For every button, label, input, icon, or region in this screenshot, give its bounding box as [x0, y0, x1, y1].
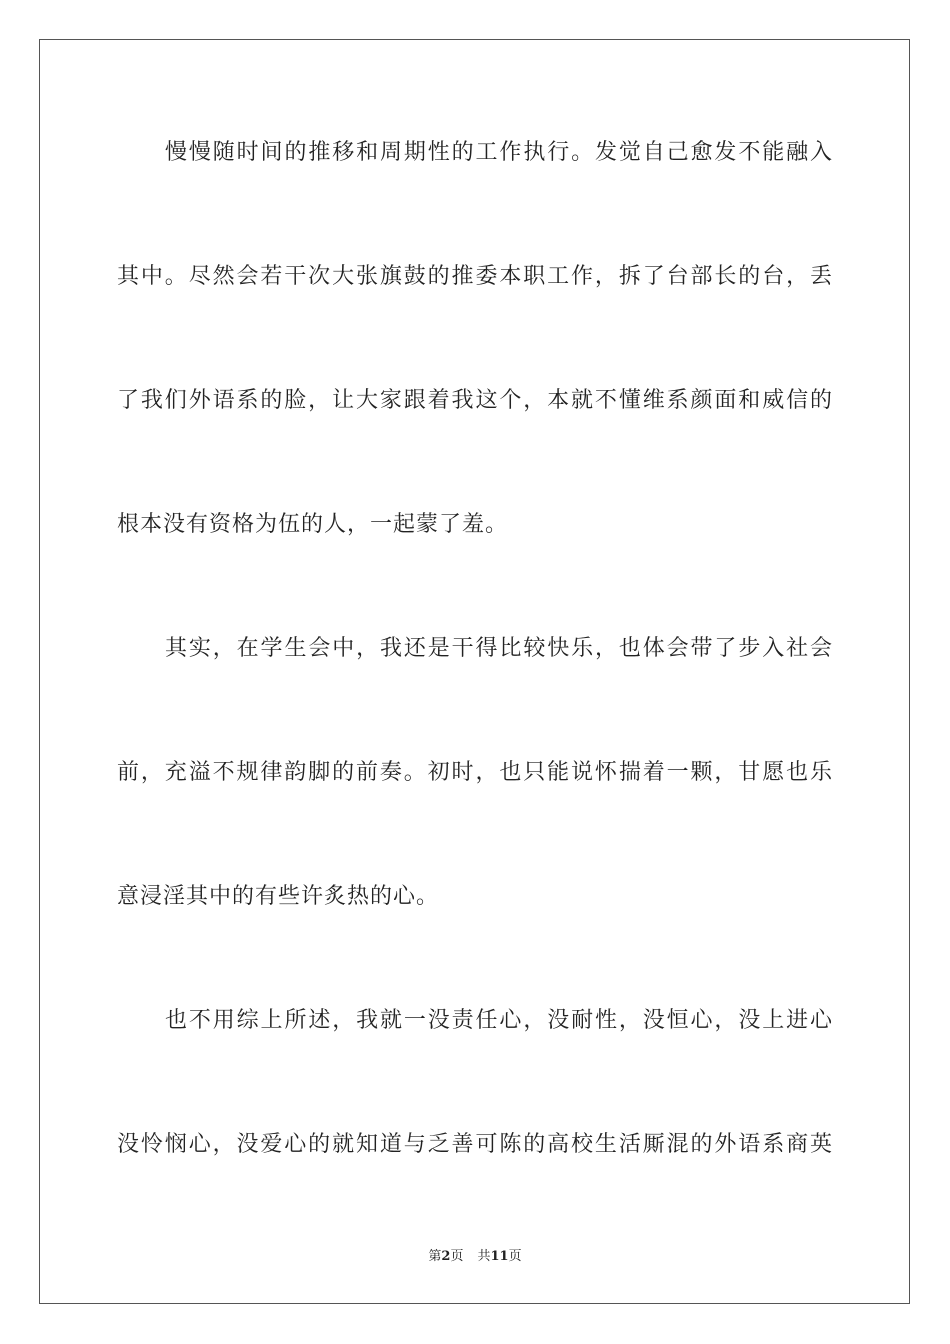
total-prefix: 共 [477, 1249, 491, 1264]
total-suffix: 页 [508, 1249, 522, 1264]
total-page-count: 11 [490, 1249, 509, 1264]
paragraph-3-line-1: 也不用综上所述，我就一没责任心，没耐性，没恒心，没上进心 [165, 1008, 833, 1033]
paragraph-1-line-4: 根本没有资格为伍的人，一起蒙了羞。 [117, 512, 509, 537]
page-prefix: 第 [428, 1249, 442, 1264]
paragraph-1-line-1: 慢慢随时间的推移和周期性的工作执行。发觉自己愈发不能融入 [165, 140, 833, 165]
page-footer [0, 1245, 950, 1264]
paragraph-2-line-2: 前，充溢不规律韵脚的前奏。初时，也只能说怀揣着一颗，甘愿也乐 [117, 760, 833, 785]
paragraph-3-line-2: 没怜悯心，没爱心的就知道与乏善可陈的高校生活厮混的外语系商英 [117, 1132, 833, 1157]
current-page-number: 2 [441, 1249, 451, 1264]
paragraph-2-line-1: 其实，在学生会中，我还是干得比较快乐，也体会带了步入社会 [165, 636, 833, 661]
page-suffix: 页 [450, 1249, 464, 1264]
paragraph-2-line-3: 意浸淫其中的有些许炙热的心。 [117, 884, 440, 909]
page-border [39, 39, 910, 1304]
paragraph-1-line-2: 其中。尽然会若干次大张旗鼓的推委本职工作，拆了台部长的台，丢 [117, 264, 833, 289]
paragraph-1-line-3: 了我们外语系的脸，让大家跟着我这个，本就不懂维系颜面和威信的 [117, 388, 833, 413]
